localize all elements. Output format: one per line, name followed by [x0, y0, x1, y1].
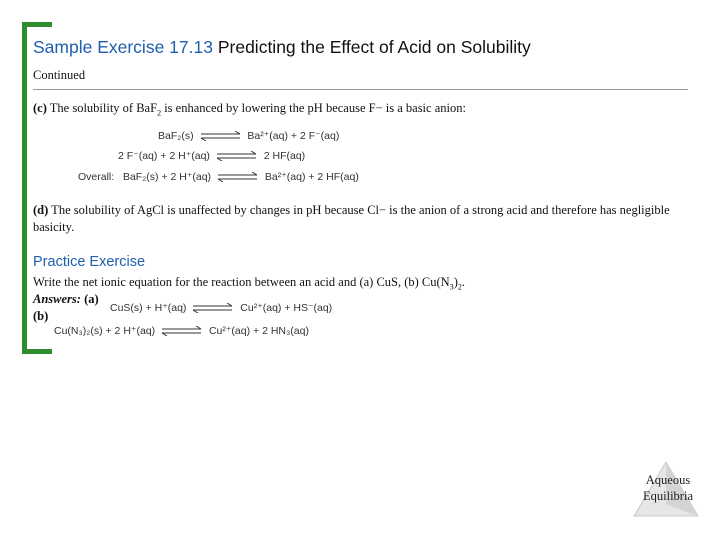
- slide-title: [33, 37, 531, 58]
- equation-2: 2 F⁻(aq) + 2 H⁺(aq) 2 HF(aq): [118, 150, 306, 162]
- equilibrium-arrow-icon: [200, 131, 242, 141]
- answer-a-equation: CuS(s) + H⁺(aq) Cu²⁺(aq) + HS⁻(aq): [110, 302, 333, 314]
- divider: [33, 89, 688, 90]
- part-d-label: (d): [33, 203, 49, 217]
- answers-row-a: [33, 291, 113, 308]
- equation-overall: Overall: BaF₂(s) + 2 H⁺(aq) Ba²⁺(aq) + 2 HF(aq): [78, 171, 359, 183]
- answers-label: Answers:: [33, 292, 81, 306]
- practice-question: Write the net ionic equation for the reaction between an acid and (a) CuS, (b) $Cu(N_3)_2$.: [33, 275, 466, 292]
- footer-label: Aqueous Equilibria: [643, 473, 693, 503]
- equilibrium-arrow-icon: [216, 151, 258, 161]
- practice-heading: Practice Exercise: [33, 254, 146, 270]
- answer-b-equation: Cu(N₃)₂(s) + 2 H⁺(aq) Cu²⁺(aq) + 2 HN₃(aq): [54, 325, 309, 337]
- answer-b-label: (b): [33, 309, 49, 323]
- part-c-text: (c) The solubility of BaF$_2$ is enhanced by lowering the pH because F− is a basic anion:: [33, 101, 466, 118]
- answers-row-b: [33, 308, 73, 325]
- equilibrium-arrow-icon: [217, 172, 259, 182]
- exercise-number: Sample Exercise 17.13: [33, 37, 213, 57]
- equation-1: BaF₂(s) Ba²⁺(aq) + 2 F⁻(aq): [158, 130, 340, 142]
- equilibrium-arrow-icon: [161, 326, 203, 336]
- equilibrium-arrow-icon: [192, 303, 234, 313]
- answer-a-label: (a): [84, 292, 99, 306]
- part-d-text: (d) The solubility of AgCl is unaffected by changes in pH because Cl− is the anion of a strong acid and therefore has negligible basicity.: [33, 203, 670, 234]
- continued-label: Continued: [33, 68, 86, 82]
- part-c-label: (c): [33, 101, 47, 115]
- exercise-title: Predicting the Effect of Acid on Solubility: [217, 37, 531, 57]
